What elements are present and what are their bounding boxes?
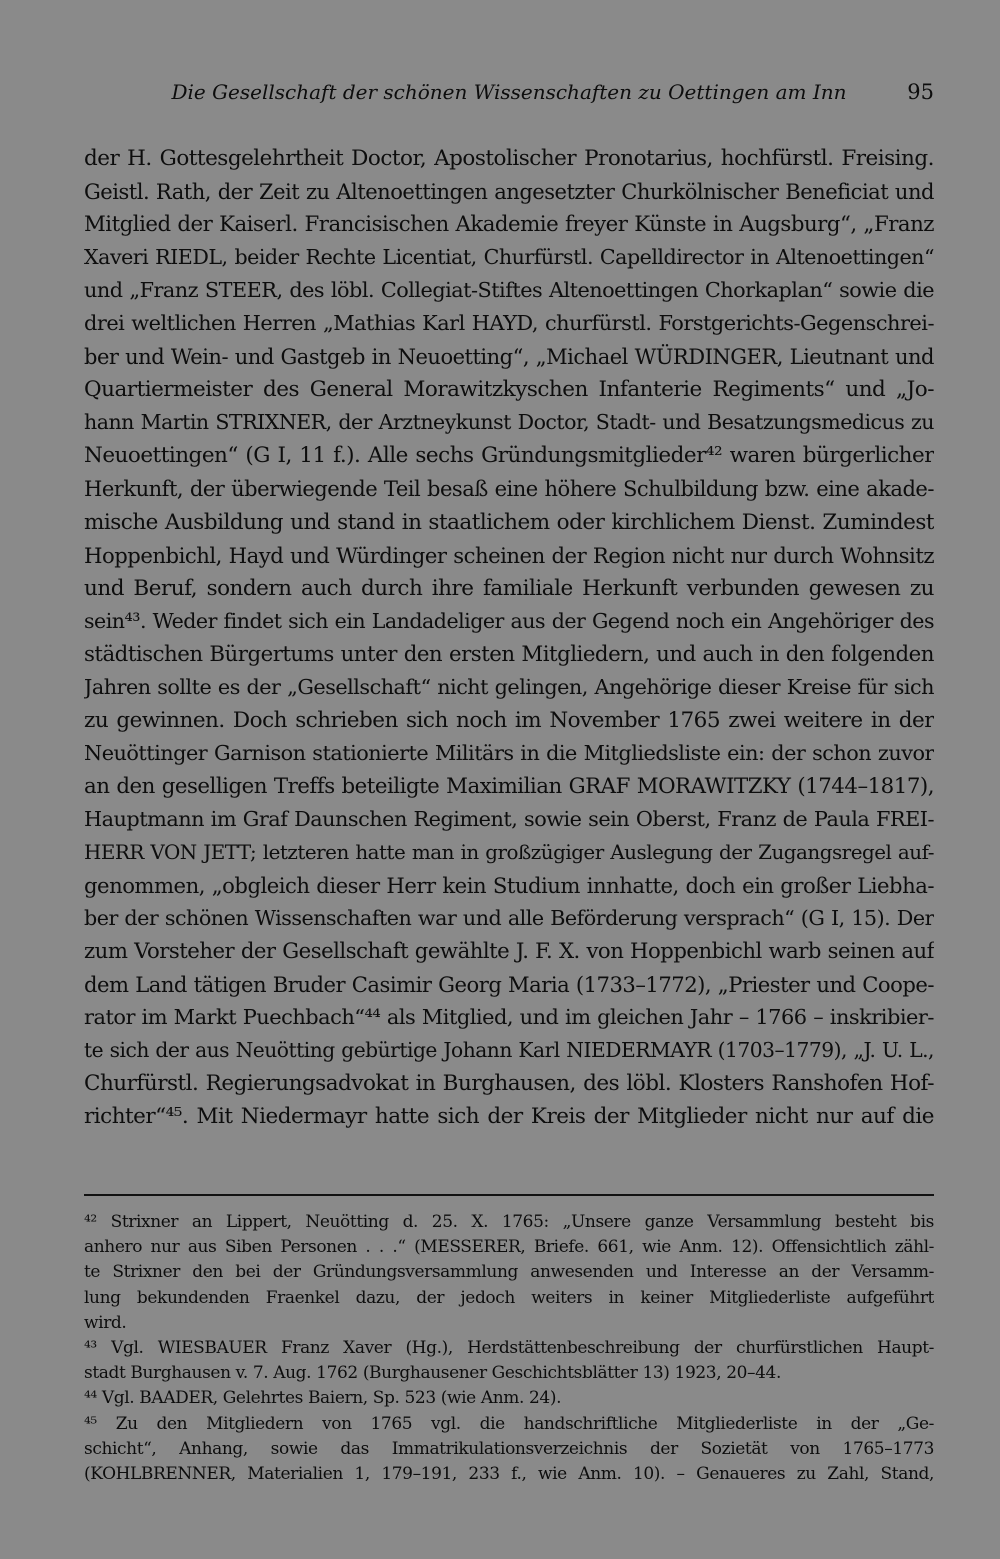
footnote-line: anhero nur aus Siben Personen . . .“ (MESSERER, Briefe. 661, wie Anm. 12). Offensichtlich zähl- — [84, 1237, 934, 1258]
body-line: zum Vorsteher der Gesellschaft gewählte J. F. X. von Hoppenbichl warb seinen auf — [84, 939, 934, 965]
body-line: Herkunft, der überwiegende Teil besaß eine höhere Schulbildung bzw. eine akade- — [84, 476, 934, 502]
body-line: Churfürstl. Regierungsadvokat in Burghausen, des löbl. Klosters Ranshofen Hof- — [84, 1071, 934, 1097]
body-line: Xaveri RIEDL, beider Rechte Licentiat, Churfürstl. Capelldirector in Altenoettingen“ — [84, 245, 934, 270]
running-head — [84, 80, 934, 110]
footnote-line: ⁴⁴ Vgl. BAADER, Gelehrtes Baiern, Sp. 523 (wie Anm. 24). — [84, 1388, 562, 1409]
footnote-line: te Strixner den bei der Gründungsversammlung anwesenden und Interesse an der Versamm- — [84, 1262, 934, 1283]
body-line: HERR VON JETT; letzteren hatte man in großzügiger Auslegung der Zugangsregel auf- — [84, 840, 934, 864]
body-line: Hoppenbichl, Hayd und Würdinger scheinen der Region nicht nur durch Wohnsitz — [84, 542, 934, 568]
body-line: zu gewinnen. Doch schrieben sich noch im November 1765 zwei weitere in der — [84, 707, 934, 733]
footnotes — [84, 1210, 934, 1487]
body-line: Hauptmann im Graf Daunschen Regiment, sowie sein Oberst, Franz de Paula FREI- — [84, 806, 934, 831]
footnote-line: stadt Burghausen v. 7. Aug. 1762 (Burghausener Geschichtsblätter 13) 1923, 20–44. — [84, 1363, 781, 1384]
body-line: Geistl. Rath, der Zeit zu Altenoettingen angesetzter Churkölnischer Beneficiat und — [84, 179, 934, 205]
footnote-line: ⁴⁵ Zu den Mitgliedern von 1765 vgl. die handschriftliche Mitgliederliste in der „Ge- — [84, 1413, 934, 1434]
footnote-line: wird. — [84, 1312, 127, 1333]
body-line: dem Land tätigen Bruder Casimir Georg Maria (1733–1772), „Priester und Coope- — [84, 972, 934, 998]
body-line: Neuoettingen“ (G I, 11 f.). Alle sechs Gründungsmitglieder⁴² waren bürgerlicher — [84, 443, 934, 469]
body-line: Mitglied der Kaiserl. Francisischen Akademie freyer Künste in Augsburg“, „Franz — [84, 212, 934, 238]
body-line: rator im Markt Puechbach“⁴⁴ als Mitglied, und im gleichen Jahr – 1766 – inskribier- — [84, 1005, 934, 1030]
body-line: ber und Wein- und Gastgeb in Neuoetting“, „Michael WÜRDINGER, Lieutnant und — [84, 344, 934, 370]
footnote-line: ⁴³ Vgl. WIESBAUER Franz Xaver (Hg.), Herdstättenbeschreibung der churfürstlichen Haupt- — [84, 1337, 934, 1358]
footnote-line: (KOHLBRENNER, Materialien 1, 179–191, 233 f., wie Anm. 10). – Genaueres zu Zahl, Stand, — [84, 1463, 934, 1484]
body-line: richter“⁴⁵. Mit Niedermayr hatte sich der Kreis der Mitglieder nicht nur auf die — [84, 1104, 934, 1130]
body-line: te sich der aus Neuötting gebürtige Johann Karl NIEDERMAYR (1703–1779), „J. U. L., — [84, 1038, 934, 1063]
footnote-line: ⁴² Strixner an Lippert, Neuötting d. 25. X. 1765: „Unsere ganze Versammlung besteht bis — [84, 1212, 934, 1232]
body-line: an den geselligen Treffs beteiligte Maximilian GRAF MORAWITZKY (1744–1817), — [84, 773, 934, 799]
body-line: Neuöttinger Garnison stationierte Militärs in die Mitgliedsliste ein: der schon zuvor — [84, 740, 934, 765]
body-line: ber der schönen Wissenschaften war und alle Beförderung versprach“ (G I, 15). Der — [84, 906, 934, 931]
page-number: 95 — [907, 80, 934, 104]
footnote-line: schicht“, Anhang, sowie das Immatrikulationsverzeichnis der Sozietät von 1765–1773 — [84, 1438, 934, 1459]
body-line: Quartiermeister des General Morawitzkyschen Infanterie Regiments“ und „Jo- — [84, 377, 934, 403]
body-line: und Beruf, sondern auch durch ihre familiale Herkunft verbunden gewesen zu — [84, 575, 934, 601]
body-line: Jahren sollte es der „Gesellschaft“ nicht gelingen, Angehörige dieser Kreise für sich — [84, 674, 934, 699]
footnote-rule — [84, 1194, 934, 1196]
body-line: sein⁴³. Weder findet sich ein Landadeliger aus der Gegend noch ein Angehöriger des — [84, 608, 934, 633]
body-line: städtischen Bürgertums unter den ersten Mitgliedern, und auch in den folgenden — [84, 641, 934, 667]
body-text — [84, 142, 934, 1133]
body-line: und „Franz STEER, des löbl. Collegiat-Stiftes Altenoettingen Chorkaplan“ sowie die — [84, 278, 934, 303]
body-line: drei weltlichen Herren „Mathias Karl HAYD, churfürstl. Forstgerichts-Gegenschrei- — [84, 311, 934, 336]
body-line: hann Martin STRIXNER, der Arztneykunst Doctor, Stadt- und Besatzungsmedicus zu — [84, 410, 934, 435]
body-line: genommen, „obgleich dieser Herr kein Studium innhatte, doch ein großer Liebha- — [84, 873, 934, 899]
body-line: der H. Gottesgelehrtheit Doctor, Apostolischer Pronotarius, hochfürstl. Freising. — [84, 146, 934, 171]
footnote-line: lung bekundenden Fraenkel dazu, der jedoch weiters in keiner Mitgliederliste aufgeführt — [84, 1287, 934, 1308]
running-title: Die Gesellschaft der schönen Wissenschaften zu Oettingen am Inn — [171, 80, 847, 104]
body-line: mische Ausbildung und stand in staatlichem oder kirchlichem Dienst. Zumindest — [84, 509, 934, 535]
